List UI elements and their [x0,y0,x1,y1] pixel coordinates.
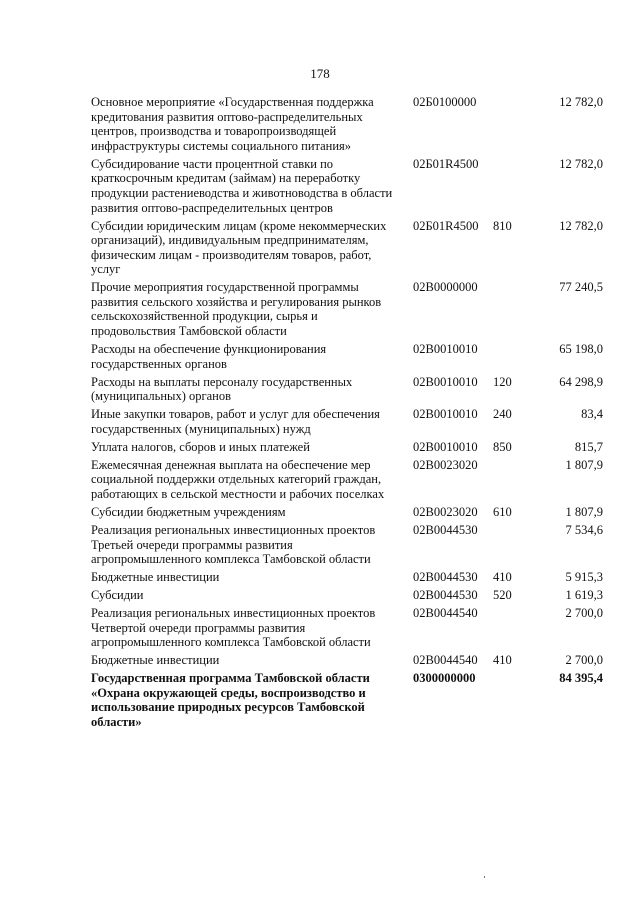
row-amount: 7 534,6 [565,522,603,537]
row-name: Государственная программа Тамбовской области «Охрана окружающей среды, воспроизводство и использование природных ресурсов Тамбовской области» [91,671,370,730]
row-expense-type: 610 [493,504,512,519]
row-amount: 1 807,9 [565,504,603,519]
row-name: Расходы на выплаты персоналу государственных (муниципальных) органов [91,374,353,404]
table-row [91,280,603,338]
table-row [91,375,603,404]
row-code: 02В0010010 [413,374,478,389]
row-expense-type: 240 [493,407,512,422]
row-code: 02В0044530 [413,570,478,585]
scan-artifact [484,876,485,878]
row-amount: 2 700,0 [565,606,603,621]
row-code: 02В0000000 [413,280,478,295]
row-amount: 815,7 [574,439,603,454]
row-amount: 2 700,0 [565,653,603,668]
row-name: Расходы на обеспечение функционирования государственных органов [91,342,327,371]
row-code: 02В0044530 [413,522,478,537]
row-name: Прочие мероприятия государственной программы развития сельского хозяйства и регулирования рынков сельскохозяйственной продукции, сырья и продовольствия Тамбовской области [91,280,382,339]
table-row [91,219,603,277]
row-name: Реализация региональных инвестиционных проектов Третьей очереди программы развития агропромышленного комплекса Тамбовской области [91,522,376,567]
row-name: Бюджетные инвестиции [91,653,220,668]
table-row [91,588,603,603]
row-amount: 5 915,3 [565,570,603,585]
table-row [91,157,603,215]
row-expense-type: 850 [493,439,512,454]
page-number: 178 [310,66,330,81]
row-name: Ежемесячная денежная выплата на обеспечение мер социальной поддержки отдельных категорий граждан, работающих в сельской местности и рабочих поселках [91,457,385,501]
table-row [91,407,603,436]
row-amount: 12 782,0 [559,218,603,233]
row-name: Субсидии бюджетным учреждениям [91,504,286,519]
row-code: 02В0010010 [413,407,478,422]
row-code: 02В0044530 [413,588,478,603]
row-amount: 1 807,9 [565,457,603,472]
row-expense-type: 410 [493,653,512,668]
row-name: Субсидии [91,588,144,603]
row-code: 02В0010010 [413,342,478,357]
row-code: 02Б0100000 [413,95,477,109]
table-row [91,523,603,567]
row-amount: 12 782,0 [559,156,603,171]
table-row [91,440,603,455]
table-row [91,342,603,371]
row-name: Иные закупки товаров, работ и услуг для обеспечения государственных (муниципальных) нужд [91,407,380,436]
row-code: 0300000000 [413,671,476,686]
row-amount: 83,4 [581,407,603,422]
row-amount: 77 240,5 [559,280,603,295]
row-code: 02Б01R4500 [413,218,479,233]
table-row [91,505,603,520]
row-expense-type: 810 [493,218,512,233]
row-expense-type: 410 [493,570,512,585]
row-amount: 1 619,3 [565,588,603,603]
table-row [91,653,603,668]
row-code: 02В0010010 [413,439,478,454]
row-amount: 64 298,9 [559,374,603,389]
row-name: Субсидирование части процентной ставки по краткосрочным кредитам (займам) на переработку продукции растениеводства и животноводства в области развития оптово-распределительных центров [91,156,393,215]
budget-table [91,95,603,733]
row-expense-type: 520 [493,588,512,603]
row-name: Субсидии юридическим лицам (кроме некоммерческих организаций), индивидуальным предпринимателям, физическим лицам - производителям товаров, работ, услуг [91,218,387,277]
row-amount: 12 782,0 [559,95,603,109]
row-amount: 84 395,4 [559,671,603,686]
row-expense-type: 120 [493,374,512,389]
row-name: Бюджетные инвестиции [91,570,220,585]
table-row [91,458,603,502]
row-code: 02В0044540 [413,606,478,621]
row-name: Реализация региональных инвестиционных проектов Четвертой очереди программы развития агропромышленного комплекса Тамбовской области [91,606,376,650]
table-row [91,606,603,650]
table-row [91,570,603,585]
table-row [91,95,603,153]
row-name: Основное мероприятие «Государственная поддержка кредитования развития оптово-распределительных центров, производства и товаропроизводящей инфраструктуры системы социального питания» [91,95,374,153]
row-code: 02В0023020 [413,504,478,519]
row-code: 02Б01R4500 [413,156,479,171]
row-code: 02В0044540 [413,653,478,668]
table-row [91,671,603,729]
row-name: Уплата налогов, сборов и иных платежей [91,439,310,454]
row-amount: 65 198,0 [559,342,603,357]
row-code: 02В0023020 [413,457,478,472]
